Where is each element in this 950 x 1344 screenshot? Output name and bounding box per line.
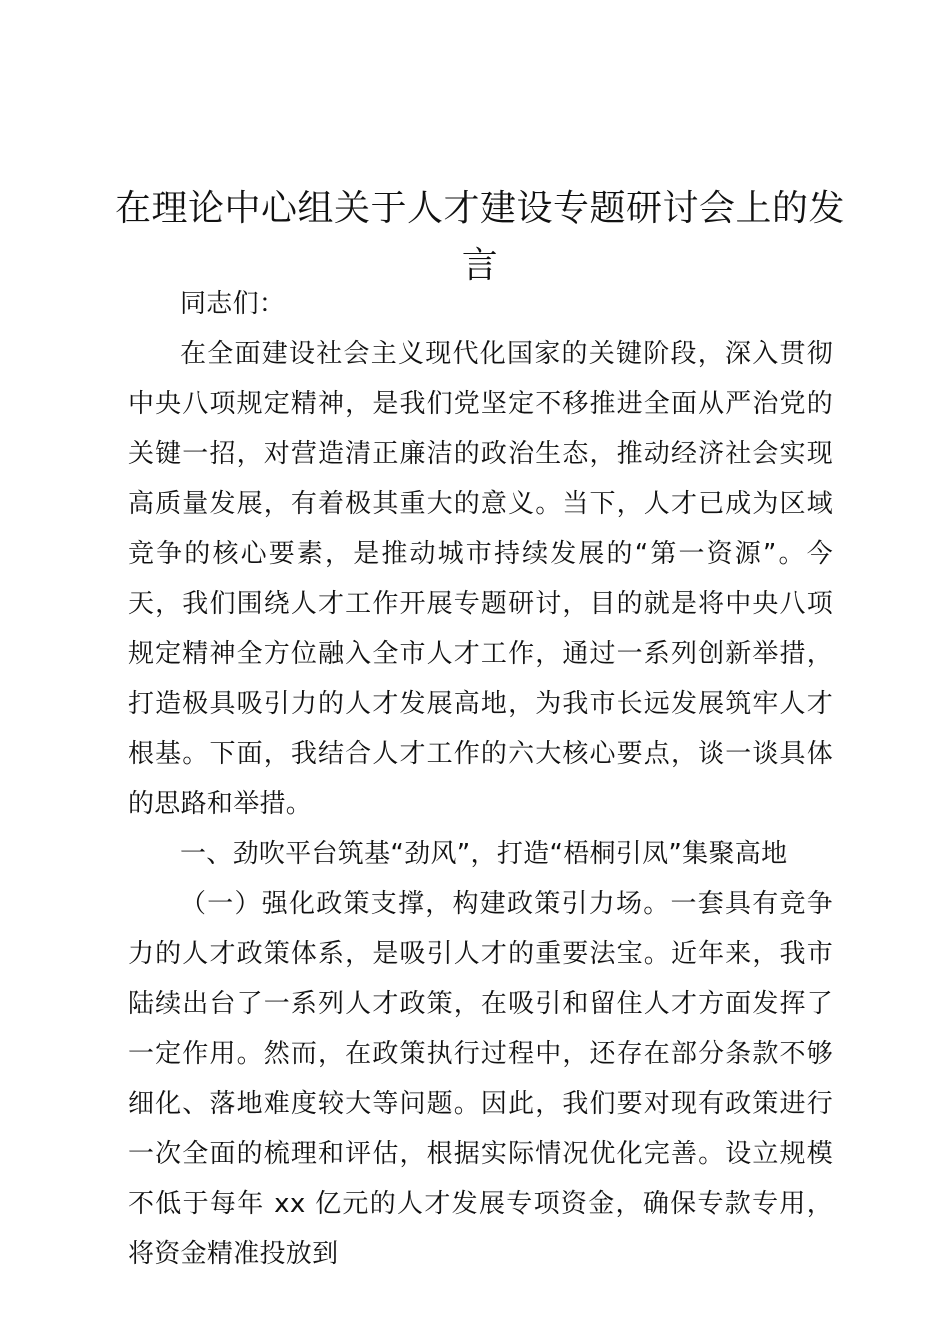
section-heading-1: 一、劲吹平台筑基“劲风”，打造“梧桐引凤”集聚高地 bbox=[180, 839, 788, 869]
paragraph-intro: 在全面建设社会主义现代化国家的关键阶段，深入贯彻中央八项规定精神，是我们党坚定不移推进全面从严治党的关键一招，对营造清正廉洁的政治生态，推动经济社会实现高质量发展，有着极其重大的意义。当下，人才已成为区域竞争的核心要素，是推动城市持续发展的“第一资源”。今天，我们围绕人才工作开展专题研讨，目的就是将中央八项规定精神全方位融入全市人才工作，通过一系列创新举措，打造极具吸引力的人才发展高地，为我市长远发展筑牢人才根基。下面，我结合人才工作的六大核心要点，谈一谈具体的思路和举措。 bbox=[128, 339, 833, 819]
document-body bbox=[128, 279, 833, 1279]
paragraph-policy: （一）强化政策支撑，构建政策引力场。一套具有竞争力的人才政策体系，是吸引人才的重要法宝。近年来，我市陆续出台了一系列人才政策，在吸引和留住人才方面发挥了一定作用。然而，在政策执行过程中，还存在部分条款不够细化、落地难度较大等问题。因此，我们要对现有政策进行一次全面的梳理和评估，根据实际情况优化完善。设立规模不低于每年 xx 亿元的人才发展专项资金，确保专款专用，将资金精准投放到 bbox=[128, 889, 833, 1269]
salutation: 同志们： bbox=[180, 289, 286, 319]
document-title: 在理论中心组关于人才建设专题研讨会上的发言 bbox=[114, 188, 845, 286]
